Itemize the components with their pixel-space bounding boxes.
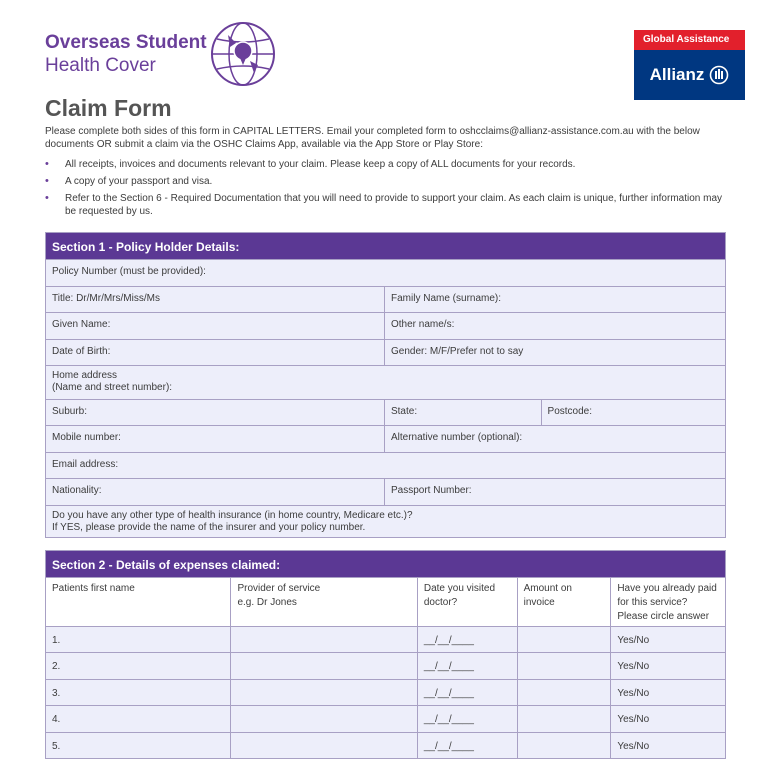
brand-line2: Health Cover — [45, 55, 156, 76]
paid-field[interactable]: Yes/No — [611, 627, 725, 652]
paid-field[interactable]: Yes/No — [611, 680, 725, 705]
mobile-field[interactable]: Mobile number: — [46, 426, 385, 452]
logo-name: Allianz — [649, 65, 705, 84]
amount-field[interactable] — [518, 653, 612, 679]
visit-date-field[interactable]: __/__/____ — [418, 627, 518, 652]
brand-name — [45, 32, 207, 77]
intro-text: Please complete both sides of this form in CAPITAL LETTERS. Email your completed form to oshcclaims@allianz-assistance.com.au with the below documents OR submit a claim via the OSHC Claims App, available via the App Store or Play Store: — [45, 126, 700, 150]
paid-field[interactable]: Yes/No — [611, 733, 725, 758]
allianz-logo — [634, 30, 745, 100]
dob-field[interactable]: Date of Birth: — [46, 340, 385, 365]
header-paid-label-2: for this service? — [617, 597, 688, 608]
patient-name-field[interactable]: 3. — [46, 680, 231, 705]
row-suburb-state-postcode — [46, 399, 725, 425]
table-row — [46, 732, 725, 758]
visit-date-field[interactable]: __/__/____ — [418, 653, 518, 679]
paid-field[interactable]: Yes/No — [611, 653, 725, 679]
bullet-icon: • — [45, 175, 49, 187]
provider-field[interactable] — [231, 680, 417, 705]
alt-number-field[interactable]: Alternative number (optional): — [385, 426, 725, 452]
list-item — [45, 192, 735, 218]
list-item — [45, 175, 735, 188]
state-field[interactable]: State: — [385, 400, 542, 425]
section-1-policy-holder — [45, 232, 726, 538]
row-nationality-passport — [46, 478, 725, 505]
table-row — [46, 626, 725, 652]
amount-field[interactable] — [518, 627, 612, 652]
logo-top-text: Global Assistance — [634, 30, 745, 50]
header-amount-label-2: invoice — [523, 597, 555, 608]
nationality-field[interactable]: Nationality: — [46, 479, 385, 505]
provider-field[interactable] — [231, 627, 417, 652]
visit-date-field[interactable]: __/__/____ — [418, 680, 518, 705]
other-insurance-field[interactable] — [46, 506, 725, 537]
row-policy-number — [46, 259, 725, 286]
other-insurance-label-1: Do you have any other type of health insurance (in home country, Medicare etc.)? — [52, 510, 413, 521]
paid-field[interactable]: Yes/No — [611, 706, 725, 732]
provider-field[interactable] — [231, 733, 417, 758]
provider-field[interactable] — [231, 706, 417, 732]
globe-chat-icon — [210, 21, 276, 87]
header-date — [418, 578, 518, 626]
section-2-expenses — [45, 550, 726, 759]
home-address-label-2: (Name and street number): — [52, 382, 173, 393]
title-field[interactable]: Title: Dr/Mr/Mrs/Miss/Ms — [46, 287, 385, 312]
header-date-label-1: Date you visited — [423, 583, 496, 594]
other-names-field[interactable]: Other name/s: — [385, 313, 725, 339]
list-item — [45, 158, 735, 171]
brand-line1: Overseas Student — [45, 32, 207, 53]
header-patient-label: Patients first name — [52, 583, 135, 594]
requirements-list — [45, 158, 735, 222]
row-home-address — [46, 365, 725, 399]
other-insurance-label-2: If YES, please provide the name of the insurer and your policy number. — [52, 522, 366, 533]
home-address-field[interactable] — [46, 366, 725, 399]
page-title: Claim Form — [45, 95, 172, 121]
row-dob-gender — [46, 339, 725, 365]
header-provider-label-1: Provider of service — [237, 583, 321, 594]
bullet-icon: • — [45, 192, 49, 204]
header-paid-label-3: Please circle answer — [617, 611, 710, 622]
row-email — [46, 452, 725, 478]
suburb-field[interactable]: Suburb: — [46, 400, 385, 425]
postcode-field[interactable]: Postcode: — [542, 400, 725, 425]
header-provider — [231, 578, 417, 626]
list-item-text: A copy of your passport and visa. — [65, 176, 213, 187]
header-amount-label-1: Amount on — [523, 583, 572, 594]
passport-field[interactable]: Passport Number: — [385, 479, 725, 505]
gender-field[interactable]: Gender: M/F/Prefer not to say — [385, 340, 725, 365]
expenses-header-row — [46, 577, 725, 626]
header-provider-label-2: e.g. Dr Jones — [237, 597, 297, 608]
family-name-field[interactable]: Family Name (surname): — [385, 287, 725, 312]
visit-date-field[interactable]: __/__/____ — [418, 706, 518, 732]
allianz-eagle-icon — [709, 65, 729, 85]
header-paid-label-1: Have you already paid — [617, 583, 717, 594]
provider-field[interactable] — [231, 653, 417, 679]
visit-date-field[interactable]: __/__/____ — [418, 733, 518, 758]
list-item-text: All receipts, invoices and documents relevant to your claim. Please keep a copy of ALL documents for your records. — [65, 159, 576, 170]
patient-name-field[interactable]: 5. — [46, 733, 231, 758]
patient-name-field[interactable]: 4. — [46, 706, 231, 732]
table-row — [46, 705, 725, 732]
email-field[interactable]: Email address: — [46, 453, 725, 478]
amount-field[interactable] — [518, 733, 612, 758]
bullet-icon: • — [45, 158, 49, 170]
logo-bottom — [634, 50, 745, 100]
row-title-family — [46, 286, 725, 312]
amount-field[interactable] — [518, 680, 612, 705]
given-name-field[interactable]: Given Name: — [46, 313, 385, 339]
home-address-label-1: Home address — [52, 370, 118, 381]
header-amount — [518, 578, 612, 626]
row-phone — [46, 425, 725, 452]
table-row — [46, 679, 725, 705]
header-patient — [46, 578, 231, 626]
policy-number-field[interactable]: Policy Number (must be provided): — [46, 260, 725, 286]
table-row — [46, 652, 725, 679]
section-2-title: Section 2 - Details of expenses claimed: — [46, 551, 725, 577]
header-paid — [611, 578, 725, 626]
section-1-title: Section 1 - Policy Holder Details: — [46, 233, 725, 259]
patient-name-field[interactable]: 1. — [46, 627, 231, 652]
amount-field[interactable] — [518, 706, 612, 732]
row-given-other — [46, 312, 725, 339]
row-other-insurance — [46, 505, 725, 537]
patient-name-field[interactable]: 2. — [46, 653, 231, 679]
header-date-label-2: doctor? — [423, 597, 458, 608]
list-item-text: Refer to the Section 6 - Required Documentation that you will need to provide to support your claim. As each claim is unique, further information may be requested by us. — [65, 193, 723, 217]
